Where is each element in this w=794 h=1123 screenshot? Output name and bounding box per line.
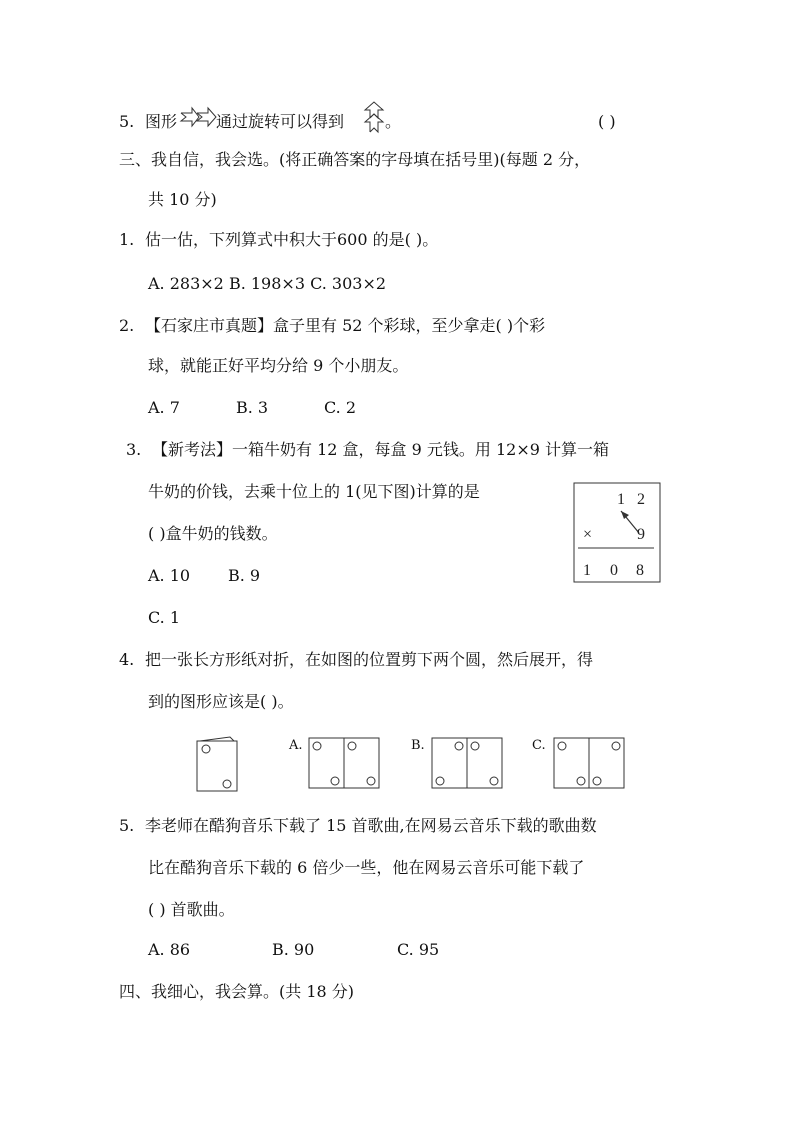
q2-number: 2. [119,316,135,335]
fig-result-1: 1 [583,562,591,579]
q2-stem-line1: 【石家庄市真题】盒子里有 52 个彩球，至少拿走( )个彩 [145,316,546,335]
q3-option-b: B. 9 [228,566,261,585]
q4-label-a: A. [289,738,303,753]
q2-option-b: B. 3 [236,398,269,417]
q5-stem-line1: 李老师在酷狗音乐下载了 15 首歌曲,在网易云音乐下载的歌曲数 [145,816,597,835]
q3-option-a: A. 10 [148,566,191,585]
q5-option-c: C. 95 [397,940,440,959]
fig-digit-2: 2 [637,491,645,508]
section3-heading-cont: 共 10 分) [148,190,217,209]
q4-stem-line2: 到的图形应该是( )。 [148,692,294,711]
fig-digit-9: 9 [637,526,645,543]
q4-stem-line1: 把一张长方形纸对折，在如图的位置剪下两个圆，然后展开，得 [145,650,594,669]
q5-top-number: 5. [119,112,135,131]
q4-number: 4. [119,650,135,669]
q4-option-c-figure [553,737,625,789]
q1-number: 1. [119,230,135,249]
fig-digit-1: 1 [617,491,625,508]
folded-paper-figure [196,733,240,793]
rotated-arrow-shape-icon [362,100,386,134]
q3-number: 3. [126,440,142,459]
q4-option-a-figure [308,737,380,789]
double-arrow-shape-icon [180,105,218,129]
fig-result-8: 8 [636,562,644,579]
q5-stem-line2: 比在酷狗音乐下载的 6 倍少一些，他在网易云音乐可能下载了 [148,858,585,877]
q3-option-c: C. 1 [148,608,181,627]
q3-multiplication-figure [573,482,661,584]
q5-option-b: B. 90 [272,940,315,959]
q4-option-b-figure [431,737,503,789]
q5-stem-line3: ( ) 首歌曲。 [148,900,235,919]
q5-top-answer-paren: ( ) [598,112,616,131]
q1-options: A. 283×2 B. 198×3 C. 303×2 [148,274,387,293]
q5-option-a: A. 86 [148,940,191,959]
q5-top-post: 。 [385,112,402,131]
q5-top-mid: 通过旋转可以得到 [216,112,345,131]
section4-heading: 四、我细心，我会算。(共 18 分) [119,982,355,1001]
section3-heading: 三、我自信，我会选。(将正确答案的字母填在括号里)(每题 2 分， [119,150,591,169]
q3-stem-line3: ( )盒牛奶的钱数。 [148,524,278,543]
q3-stem-line2: 牛奶的价钱，去乘十位上的 1(见下图)计算的是 [148,482,480,501]
fig-result-0: 0 [610,562,618,579]
fig-times: × [583,526,593,543]
q2-option-c: C. 2 [324,398,357,417]
q4-label-c: C. [532,738,546,753]
q3-stem-line1: 【新考法】一箱牛奶有 12 盒，每盒 9 元钱。用 12×9 计算一箱 [152,440,610,459]
q1-stem: 估一估，下列算式中积大于600 的是( )。 [145,230,439,249]
q2-option-a: A. 7 [148,398,180,417]
q5-top-pre: 图形 [145,112,178,131]
q4-label-b: B. [411,738,425,753]
q2-stem-line2: 球，就能正好平均分给 9 个小朋友。 [148,356,409,375]
q5-number: 5. [119,816,135,835]
